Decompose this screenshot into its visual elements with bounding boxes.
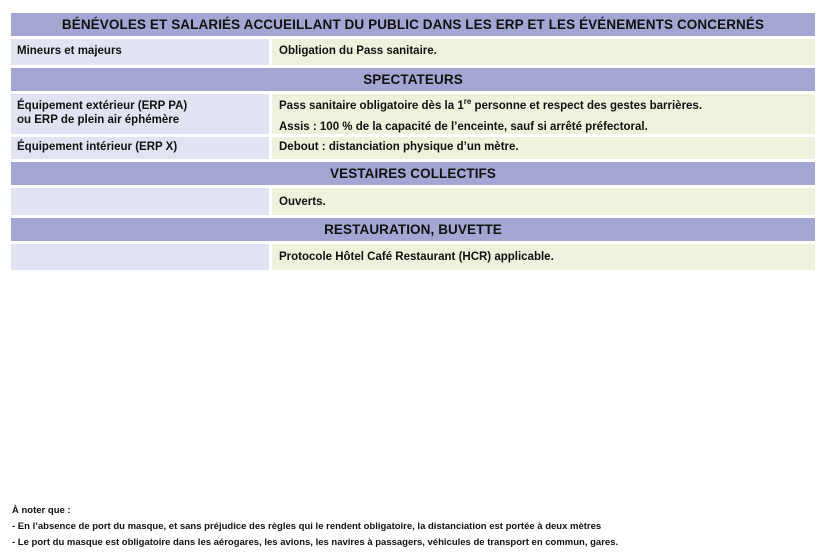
row-label [11, 188, 269, 215]
row-value-text: Ouverts. [279, 196, 326, 208]
pass-text-sup: re [463, 97, 472, 107]
row-label [11, 244, 269, 270]
table-row [11, 244, 815, 270]
row-label [11, 137, 269, 159]
row-value [272, 188, 815, 215]
section-header-spectators: SPECTATEURS [11, 68, 815, 91]
row-label [11, 94, 269, 134]
pass-requirement-text [279, 99, 808, 113]
row-value [272, 94, 815, 134]
row-value-text: Protocole Hôtel Café Restaurant (HCR) applicable. [279, 251, 554, 263]
row-value-text: Assis : 100 % de la capacité de l’enceinte, sauf si arrêté préfectoral. [279, 121, 648, 133]
row-value [272, 39, 815, 65]
table-row [11, 39, 815, 65]
row-label-text: Mineurs et majeurs [17, 45, 122, 57]
pass-text-after: personne et respect des gestes barrières. [471, 100, 703, 112]
table-row [11, 137, 815, 159]
section-header-lockers: VESTAIRES COLLECTIFS [11, 162, 815, 185]
row-value-text: Obligation du Pass sanitaire. [279, 45, 437, 57]
row-label-text: ou ERP de plein air éphémère [17, 114, 180, 126]
table-row [11, 188, 815, 215]
section-header-catering: RESTAURATION, BUVETTE [11, 218, 815, 241]
row-value [272, 244, 815, 270]
row-label-text: Équipement intérieur (ERP X) [17, 141, 178, 153]
pass-text-before: Pass sanitaire obligatoire dès la 1 [279, 100, 464, 112]
row-value-text: Debout : distanciation physique d’un mètre. [279, 141, 519, 153]
row-label-text: Équipement extérieur (ERP PA) [17, 100, 188, 112]
note-item: - Le port du masque est obligatoire dans les aérogares, les avions, les navires à passagers, véhicules de transport en commun, gares. [12, 537, 619, 548]
notes-heading: À noter que : [12, 505, 71, 516]
row-value [272, 137, 815, 159]
section-header-staff: BÉNÉVOLES ET SALARIÉS ACCUEILLANT DU PUBLIC DANS LES ERP ET LES ÉVÉNEMENTS CONCERNÉS [11, 13, 815, 36]
notes-block [12, 503, 618, 551]
note-item: - En l’absence de port du masque, et sans préjudice des règles qui le rendent obligatoire, la distanciation est portée à deux mètres [12, 521, 602, 532]
row-label [11, 39, 269, 65]
rules-table [11, 13, 815, 273]
table-row [11, 94, 815, 134]
